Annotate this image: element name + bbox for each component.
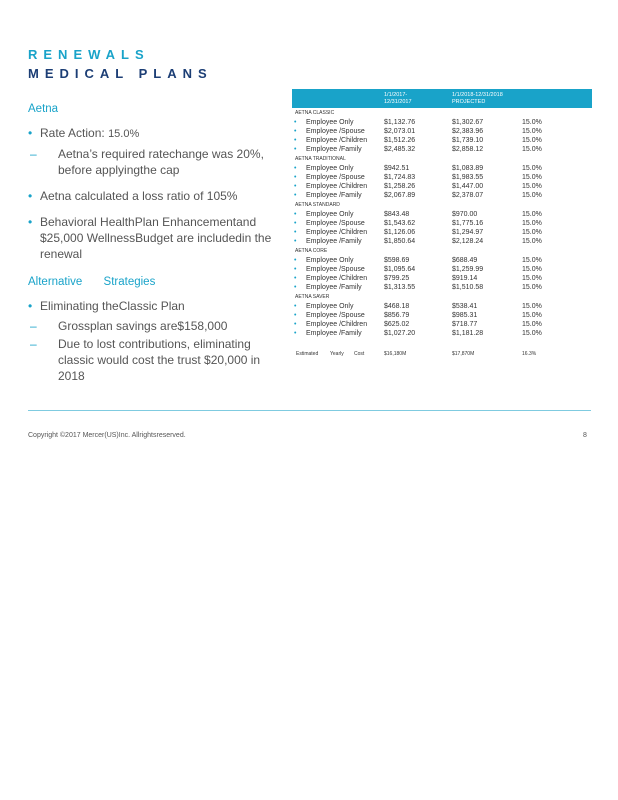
rate-change: 15.0% <box>522 275 542 282</box>
bullet-dot-icon: • <box>294 303 297 310</box>
rate-change: 15.0% <box>522 119 542 126</box>
rate-2018: $2,383.96 <box>452 128 484 135</box>
bullet-dot-icon: • <box>28 189 33 203</box>
bullet-dot-icon: • <box>294 137 297 144</box>
rate-2017: $1,512.26 <box>384 137 416 144</box>
table-row <box>292 237 592 246</box>
rate-change: 15.0% <box>522 229 542 236</box>
table-row <box>292 173 592 182</box>
tier-label: Employee Only <box>306 211 354 218</box>
tier-label: Employee Only <box>306 165 354 172</box>
rate-change: 15.0% <box>522 183 542 190</box>
bullet-rate-action <box>28 125 284 142</box>
total-label-estimated: Estimated <box>296 351 319 357</box>
total-change: 16.3% <box>522 351 537 357</box>
rate-change: 15.0% <box>522 165 542 172</box>
bullet-dot-icon: • <box>294 275 297 282</box>
total-label-yearly: Yearly <box>330 351 344 357</box>
rate-2017: $856.79 <box>384 312 410 319</box>
rate-2017: $598.69 <box>384 257 410 264</box>
table-row <box>292 136 592 145</box>
tier-label: Employee /Children <box>306 183 368 190</box>
total-2017: $16,180M <box>384 351 407 357</box>
rate-2018: $1,181.28 <box>452 330 484 337</box>
rate-2017: $1,543.62 <box>384 220 416 227</box>
rate-2017: $1,258.26 <box>384 183 416 190</box>
rate-change: 15.0% <box>522 321 542 328</box>
header-2018: 1/1/2018-12/31/2018 PROJECTED <box>452 92 503 105</box>
table-row <box>292 210 592 219</box>
total-2018: $17,870M <box>452 351 475 357</box>
tier-label: Employee /Spouse <box>306 312 365 319</box>
rate-2017: $843.48 <box>384 211 410 218</box>
rate-change: 15.0% <box>522 220 542 227</box>
dash-icon: – <box>30 147 37 161</box>
total-label-cost: Cost <box>354 351 365 357</box>
bullet-dot-icon: • <box>294 312 297 319</box>
table-row <box>292 182 592 191</box>
sub-savings <box>28 318 284 334</box>
rate-change: 15.0% <box>522 238 542 245</box>
tier-label: Employee /Family <box>306 192 362 199</box>
rate-2018: $985.31 <box>452 312 478 319</box>
rate-2018: $1,983.55 <box>452 174 484 181</box>
alternative-word: Alternative <box>28 276 83 288</box>
rate-change: 15.0% <box>522 192 542 199</box>
tier-label: Employee /Spouse <box>306 220 365 227</box>
rate-action-value: 15.0% <box>108 128 140 140</box>
lost-contributions-text: Due to lost contributions, eliminating classic would cost the trust $20,000 in 2018 <box>58 337 261 383</box>
rate-change: 15.0% <box>522 211 542 218</box>
tier-label: Employee /Spouse <box>306 174 365 181</box>
table-row <box>292 329 592 338</box>
bullet-dot-icon: • <box>294 211 297 218</box>
bullet-dot-icon: • <box>294 165 297 172</box>
rate-2017: $468.18 <box>384 303 410 310</box>
bullet-eliminating <box>28 298 284 314</box>
tier-label: Employee /Children <box>306 321 368 328</box>
plan-group-label: AETNA STANDARD <box>295 202 340 208</box>
behavioral-text: Behavioral HealthPlan Enhancementand $25,000 WellnessBudget are includedin the renewal <box>40 215 272 261</box>
rate-2018: $688.49 <box>452 257 478 264</box>
rates-table <box>292 89 592 361</box>
tier-label: Employee /Family <box>306 330 362 337</box>
section-alternative-heading <box>28 276 284 288</box>
bullet-dot-icon: • <box>294 128 297 135</box>
bullet-dot-icon: • <box>294 321 297 328</box>
rate-2017: $1,095.64 <box>384 266 416 273</box>
bullet-dot-icon: • <box>294 220 297 227</box>
sub-lost-contributions <box>28 336 284 384</box>
rate-2017: $2,067.89 <box>384 192 416 199</box>
rate-change: 15.0% <box>522 266 542 273</box>
bullet-dot-icon: • <box>294 183 297 190</box>
table-row <box>292 320 592 329</box>
copyright: Copyright ©2017 Mercer(US)Inc. Allrightsreserved. <box>28 432 186 439</box>
bullet-dot-icon: • <box>28 299 33 313</box>
tier-label: Employee /Children <box>306 275 368 282</box>
rate-2018: $1,083.89 <box>452 165 484 172</box>
bullet-dot-icon: • <box>294 238 297 245</box>
table-row <box>292 118 592 127</box>
bullet-dot-icon: • <box>294 284 297 291</box>
table-row <box>292 191 592 200</box>
rate-2017: $942.51 <box>384 165 410 172</box>
table-row <box>292 145 592 154</box>
rate-change: 15.0% <box>522 146 542 153</box>
table-row <box>292 127 592 136</box>
rate-2018: $1,447.00 <box>452 183 484 190</box>
rate-2017: $625.02 <box>384 321 410 328</box>
bullet-dot-icon: • <box>294 257 297 264</box>
eliminating-text: Eliminating theClassic Plan <box>40 299 185 313</box>
title-medical-plans: MEDICAL PLANS <box>28 66 213 81</box>
rate-change: 15.0% <box>522 312 542 319</box>
bullet-behavioral <box>28 214 284 262</box>
dash-icon: – <box>30 337 37 351</box>
tier-label: Employee /Spouse <box>306 128 365 135</box>
rate-2018: $919.14 <box>452 275 478 282</box>
rate-2017: $1,850.64 <box>384 238 416 245</box>
plan-group-label: AETNA CLASSIC <box>295 110 335 116</box>
tier-label: Employee /Children <box>306 137 368 144</box>
loss-ratio-text: Aetna calculated a loss ratio of 105% <box>40 189 238 203</box>
rate-2017: $2,485.32 <box>384 146 416 153</box>
table-row <box>292 265 592 274</box>
rate-2018: $538.41 <box>452 303 478 310</box>
rate-2017: $2,073.01 <box>384 128 416 135</box>
bullet-dot-icon: • <box>28 126 33 140</box>
page-number: 8 <box>583 432 587 439</box>
plan-group-label: AETNA SAVER <box>295 294 330 300</box>
rate-2018: $2,128.24 <box>452 238 484 245</box>
rate-2018: $1,775.16 <box>452 220 484 227</box>
rate-2018: $2,858.12 <box>452 146 484 153</box>
rate-2017: $1,132.76 <box>384 119 416 126</box>
total-row <box>292 343 592 361</box>
bullet-dot-icon: • <box>294 174 297 181</box>
rate-2017: $799.25 <box>384 275 410 282</box>
section-aetna-heading: Aetna <box>28 103 59 115</box>
tier-label: Employee Only <box>306 119 354 126</box>
savings-text: Grossplan savings are$158,000 <box>58 319 228 333</box>
header-2017: 1/1/2017- 12/31/2017 <box>384 92 412 105</box>
rate-2018: $718.77 <box>452 321 478 328</box>
bullet-dot-icon: • <box>294 146 297 153</box>
plan-group-label: AETNA CORE <box>295 248 328 254</box>
tier-label: Employee /Family <box>306 284 362 291</box>
table-row <box>292 228 592 237</box>
table-row <box>292 302 592 311</box>
rate-2017: $1,126.06 <box>384 229 416 236</box>
tier-label: Employee Only <box>306 303 354 310</box>
rate-2018: $1,259.99 <box>452 266 484 273</box>
sub-required-rate <box>28 146 284 178</box>
table-row <box>292 274 592 283</box>
table-row <box>292 311 592 320</box>
bullet-loss-ratio <box>28 188 284 204</box>
rate-2018: $1,294.97 <box>452 229 484 236</box>
table-row <box>292 256 592 265</box>
rate-2018: $2,378.07 <box>452 192 484 199</box>
strategies-word: Strategies <box>103 276 156 288</box>
rate-2017: $1,724.83 <box>384 174 416 181</box>
rate-change: 15.0% <box>522 284 542 291</box>
tier-label: Employee Only <box>306 257 354 264</box>
rate-change: 15.0% <box>522 330 542 337</box>
dash-icon: – <box>30 319 37 333</box>
tier-label: Employee /Spouse <box>306 266 365 273</box>
bullet-dot-icon: • <box>294 229 297 236</box>
rate-change: 15.0% <box>522 137 542 144</box>
footer-divider <box>28 410 591 411</box>
table-body <box>292 108 592 338</box>
rate-2018: $1,739.10 <box>452 137 484 144</box>
required-rate-text: Aetna’s required ratechange was 20%, before applyingthe cap <box>58 147 264 177</box>
rate-2018: $970.00 <box>452 211 478 218</box>
table-row <box>292 164 592 173</box>
rate-2018: $1,510.58 <box>452 284 484 291</box>
plan-group-label: AETNA TRADITIONAL <box>295 156 346 162</box>
rate-2017: $1,313.55 <box>384 284 416 291</box>
table-header <box>292 89 592 108</box>
bullet-dot-icon: • <box>294 330 297 337</box>
rate-2018: $1,302.67 <box>452 119 484 126</box>
tier-label: Employee /Family <box>306 146 362 153</box>
table-row <box>292 283 592 292</box>
rate-action-label: Rate Action: <box>40 126 105 140</box>
rate-change: 15.0% <box>522 303 542 310</box>
left-column <box>28 103 284 394</box>
bullet-dot-icon: • <box>294 119 297 126</box>
rate-change: 15.0% <box>522 128 542 135</box>
bullet-dot-icon: • <box>294 192 297 199</box>
rate-change: 15.0% <box>522 257 542 264</box>
title-renewals: RENEWALS <box>28 47 150 62</box>
bullet-dot-icon: • <box>294 266 297 273</box>
rate-change: 15.0% <box>522 174 542 181</box>
rate-2017: $1,027.20 <box>384 330 416 337</box>
tier-label: Employee /Family <box>306 238 362 245</box>
table-row <box>292 219 592 228</box>
bullet-dot-icon: • <box>28 215 33 229</box>
tier-label: Employee /Children <box>306 229 368 236</box>
